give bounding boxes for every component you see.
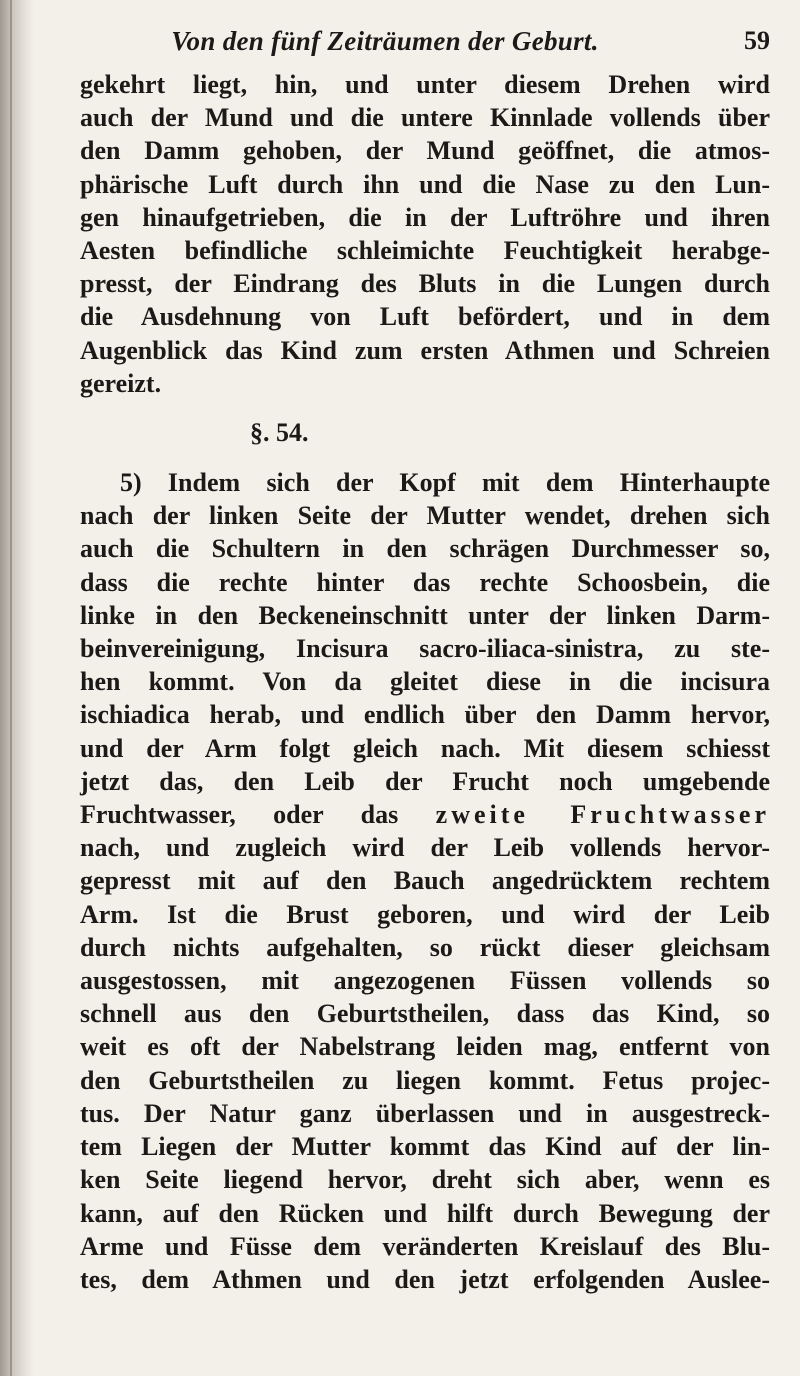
text-fragment: Fruchtwasser, oder das xyxy=(80,800,399,830)
text-line: auch der Mund und die untere Kinnlade vollends über xyxy=(80,103,770,133)
text-line: nach, und zugleich wird der Leib vollends hervor- xyxy=(80,833,770,863)
text-line: nach der linken Seite der Mutter wendet, drehen sich xyxy=(80,501,770,531)
text-line: 5) Indem sich der Kopf mit dem Hinterhaupte xyxy=(120,468,770,498)
running-title: Von den fünf Zeiträumen der Geburt. xyxy=(171,26,599,56)
paragraph-continued xyxy=(80,68,770,400)
text-line: hen kommt. Von da gleitet diese in die incisura xyxy=(80,667,770,697)
page-binding-shadow xyxy=(10,0,12,1376)
text-line: phärische Luft durch ihn und die Nase zu den Lun- xyxy=(80,169,770,199)
text-line: ischiadica herab, und endlich über den Damm hervor, xyxy=(80,700,770,730)
text-line: jetzt das, den Leib der Frucht noch umgebende xyxy=(80,766,770,796)
section-heading: §. 54. xyxy=(250,418,309,448)
text-line xyxy=(80,798,770,831)
text-line: weit es oft der Nabelstrang leiden mag, entfernt von xyxy=(80,1032,770,1062)
text-line: dass die rechte hinter das rechte Schoosbein, die xyxy=(80,567,770,597)
text-line: die Ausdehnung von Luft befördert, und in dem xyxy=(80,302,770,332)
page-binding-edge xyxy=(0,0,34,1376)
text-line: gereizt. xyxy=(80,368,162,398)
text-line: auch die Schultern in den schrägen Durchmesser so, xyxy=(80,534,770,564)
text-line: den Damm gehoben, der Mund geöffnet, die atmos- xyxy=(80,136,770,166)
text-line: schnell aus den Geburtstheilen, dass das Kind, so xyxy=(80,999,770,1029)
text-line: kann, auf den Rücken und hilft durch Bewegung der xyxy=(80,1198,770,1228)
text-line: Arm. Ist die Brust geboren, und wird der Leib xyxy=(80,899,770,929)
text-line: Arme und Füsse dem veränderten Kreislauf des Blu- xyxy=(80,1231,770,1261)
text-line: tus. Der Natur ganz überlassen und in ausgestreck- xyxy=(80,1098,770,1128)
text-line: tem Liegen der Mutter kommt das Kind auf der lin- xyxy=(80,1132,770,1162)
text-line: Aesten befindliche schleimichte Feuchtigkeit herabge- xyxy=(80,236,770,266)
text-line: presst, der Eindrang des Bluts in die Lungen durch xyxy=(80,269,770,299)
text-line: ausgestossen, mit angezogenen Füssen vollends so xyxy=(80,966,770,996)
page-body xyxy=(80,68,770,1296)
text-line: ken Seite liegend hervor, dreht sich aber, wenn es xyxy=(80,1165,770,1195)
text-line: den Geburtstheilen zu liegen kommt. Fetus projec- xyxy=(80,1065,770,1095)
text-line: gepresst mit auf den Bauch angedrücktem rechtem xyxy=(80,866,770,896)
running-header xyxy=(70,26,770,66)
text-line: durch nichts aufgehalten, so rückt dieser gleichsam xyxy=(80,932,770,962)
text-line: beinvereinigung, Incisura sacro-iliaca-sinistra, zu ste- xyxy=(80,634,770,664)
text-line: gekehrt liegt, hin, und unter diesem Drehen wird xyxy=(80,70,770,99)
paragraph-section-54 xyxy=(80,466,770,1296)
text-line: linke in den Beckeneinschnitt unter der linken Darm- xyxy=(80,600,770,630)
emphasized-term: zweite Fruchtwasser xyxy=(435,800,770,830)
page-number: 59 xyxy=(744,26,770,55)
text-line: gen hinaufgetrieben, die in der Luftröhre und ihren xyxy=(80,202,770,232)
text-line: tes, dem Athmen und den jetzt erfolgenden Auslee- xyxy=(80,1264,770,1294)
text-line: und der Arm folgt gleich nach. Mit diesem schiesst xyxy=(80,733,770,763)
text-line: Augenblick das Kind zum ersten Athmen und Schreien xyxy=(80,335,770,365)
